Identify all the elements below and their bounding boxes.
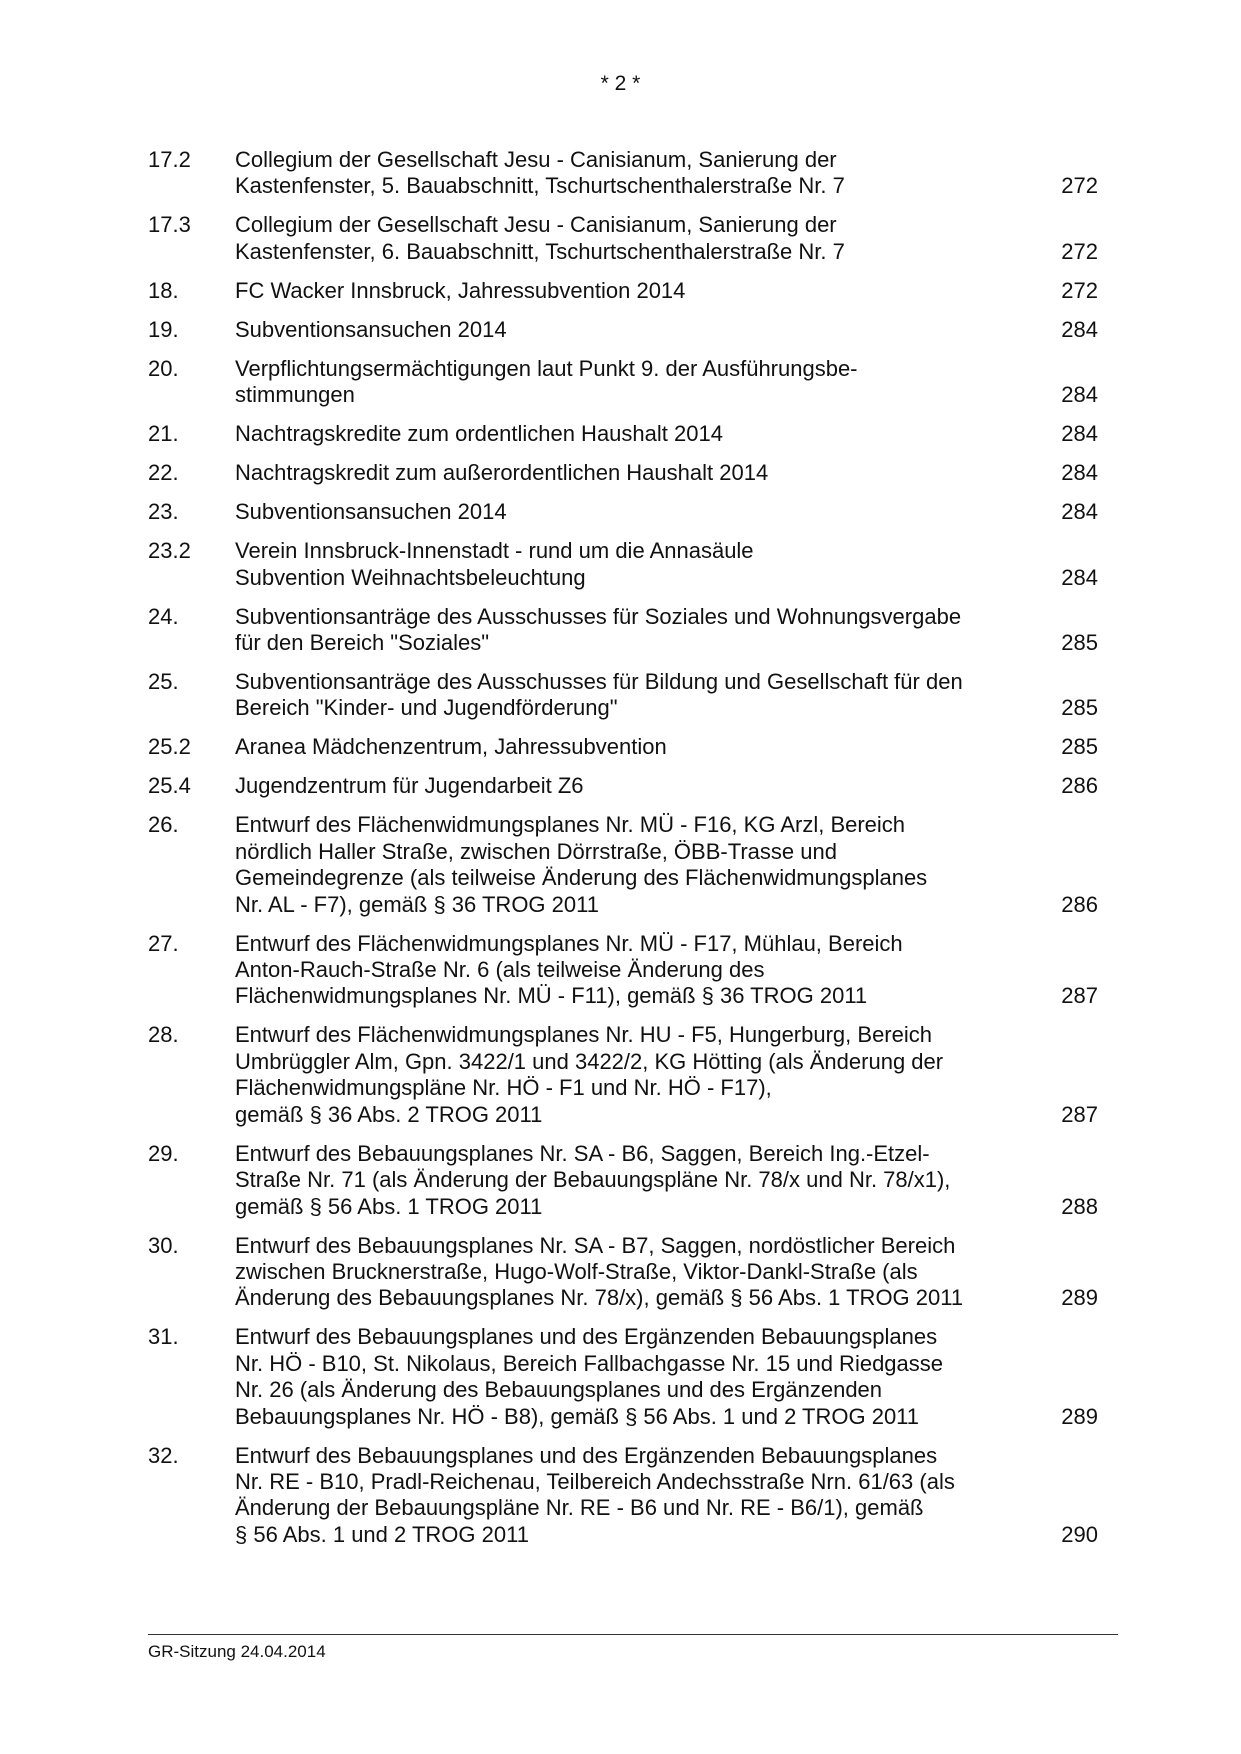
toc-entry-number: 26. [148,812,179,838]
toc-entry [148,931,1098,1010]
toc-entry [148,812,1098,918]
toc-entry-number: 22. [148,460,179,486]
toc-entry-title-line: Jugendzentrum für Jugendarbeit Z6 [235,773,584,799]
toc-entry-title-line: Nr. HÖ - B10, St. Nikolaus, Bereich Fallbachgasse Nr. 15 und Riedgasse [235,1350,944,1376]
toc-entry-title [235,1233,1038,1312]
toc-entry [148,1141,1098,1220]
toc-entry-page: 287 [1061,983,1098,1009]
toc-entry-page: 285 [1061,630,1098,656]
toc-entry-title-line: Änderung der Bebauungspläne Nr. RE - B6 und Nr. RE - B6/1), gemäß [235,1495,924,1521]
toc-entry-title-line: Collegium der Gesellschaft Jesu - Canisianum, Sanierung der [235,147,837,172]
toc-entry-title-line: Entwurf des Bebauungsplanes Nr. SA - B7, Saggen, nordöstlicher Bereich [235,1232,956,1258]
toc-entry [148,212,1098,265]
toc-entry-title [235,278,1038,304]
toc-entry-page: 272 [1061,173,1098,199]
toc-entry-number: 19. [148,316,179,342]
table-of-contents [148,147,1098,1561]
toc-entry-title [235,1141,1038,1220]
footer-session-date: GR-Sitzung 24.04.2014 [148,1642,326,1661]
toc-entry-title-line: nördlich Haller Straße, zwischen Dörrstraße, ÖBB-Trasse und [235,838,837,864]
toc-entry-page: 284 [1061,499,1098,525]
toc-entry-title [235,669,1038,722]
toc-entry [148,460,1098,486]
toc-entry [148,147,1098,200]
toc-entry-title-line: Bereich "Kinder- und Jugendförderung" [235,695,618,721]
toc-entry-number: 21. [148,421,179,447]
toc-entry [148,1022,1098,1128]
toc-entry-title [235,356,1038,409]
toc-entry-page: 285 [1061,734,1098,760]
toc-entry-title-line: Nachtragskredite zum ordentlichen Haushalt 2014 [235,421,723,447]
toc-entry-page: 284 [1061,421,1098,447]
toc-entry-title-line: gemäß § 36 Abs. 2 TROG 2011 [235,1101,543,1127]
toc-entry-title [235,1443,1038,1549]
toc-entry-page: 284 [1061,564,1098,590]
toc-entry [148,317,1098,343]
toc-entry-page: 284 [1061,382,1098,408]
toc-entry-title [235,212,1038,265]
toc-entry-title-line: Entwurf des Bebauungsplanes und des Ergänzenden Bebauungsplanes [235,1324,938,1350]
toc-entry-page: 289 [1061,1403,1098,1429]
toc-entry [148,278,1098,304]
toc-entry-title-line: Straße Nr. 71 (als Änderung der Bebauungspläne Nr. 78/x und Nr. 78/x1), [235,1167,951,1193]
toc-entry [148,1233,1098,1312]
toc-entry-title-line: Änderung des Bebauungsplanes Nr. 78/x), gemäß § 56 Abs. 1 TROG 2011 [235,1285,964,1311]
toc-entry-number: 17.3 [148,212,191,238]
toc-entry-number: 31. [148,1324,179,1350]
toc-entry-title-line: Subvention Weihnachtsbeleuchtung [235,564,586,590]
toc-entry-title [235,421,1038,447]
toc-entry-number: 20. [148,355,179,381]
toc-entry-title [235,773,1038,799]
toc-entry [148,669,1098,722]
toc-entry-title [235,499,1038,525]
page-number: * 2 * [600,72,641,95]
footer-divider [148,1634,1118,1635]
toc-entry-title-line: § 56 Abs. 1 und 2 TROG 2011 [235,1521,529,1547]
toc-entry-title-line: Flächenwidmungspläne Nr. HÖ - F1 und Nr. HÖ - F17), [235,1075,772,1101]
toc-entry-title [235,604,1038,657]
toc-entry-title-line: Subventionsanträge des Ausschusses für Soziales und Wohnungsvergabe [235,603,962,629]
toc-entry-page: 284 [1061,460,1098,486]
toc-entry-page: 289 [1061,1285,1098,1311]
toc-entry-title-line: Kastenfenster, 5. Bauabschnitt, Tschurtschenthalerstraße Nr. 7 [235,173,845,199]
toc-entry-title [235,734,1038,760]
toc-entry-title-line: FC Wacker Innsbruck, Jahressubvention 2014 [235,277,686,303]
toc-entry-title-line: Entwurf des Flächenwidmungsplanes Nr. MÜ - F17, Mühlau, Bereich [235,930,903,956]
toc-entry-title-line: Bebauungsplanes Nr. HÖ - B8), gemäß § 56 Abs. 1 und 2 TROG 2011 [235,1403,920,1429]
toc-entry-number: 24. [148,603,179,629]
toc-entry [148,499,1098,525]
toc-entry-title-line: für den Bereich "Soziales" [235,630,490,656]
toc-entry-page: 284 [1061,316,1098,342]
toc-entry-title-line: Kastenfenster, 6. Bauabschnitt, Tschurtschenthalerstraße Nr. 7 [235,238,845,264]
toc-entry-number: 32. [148,1442,179,1468]
toc-entry-number: 17.2 [148,147,191,172]
toc-entry-title-line: Subventionsanträge des Ausschusses für Bildung und Gesellschaft für den [235,669,963,695]
toc-entry [148,538,1098,591]
toc-entry-title-line: Aranea Mädchenzentrum, Jahressubvention [235,734,667,760]
toc-entry-title-line: Umbrüggler Alm, Gpn. 3422/1 und 3422/2, KG Hötting (als Änderung der [235,1048,944,1074]
toc-entry-page: 290 [1061,1521,1098,1547]
toc-entry-title [235,812,1038,918]
toc-entry [148,421,1098,447]
toc-entry-title-line: Nachtragskredit zum außerordentlichen Haushalt 2014 [235,460,769,486]
toc-entry-title-line: Verpflichtungsermächtigungen laut Punkt 9. der Ausführungsbe- [235,355,858,381]
toc-entry-title-line: Entwurf des Bebauungsplanes und des Ergänzenden Bebauungsplanes [235,1442,938,1468]
toc-entry-title-line: Flächenwidmungsplanes Nr. MÜ - F11), gemäß § 36 TROG 2011 [235,983,868,1009]
toc-entry-title [235,1324,1038,1430]
toc-entry-page: 285 [1061,695,1098,721]
toc-entry-title [235,931,1038,1010]
toc-entry-title-line: Entwurf des Flächenwidmungsplanes Nr. HU - F5, Hungerburg, Bereich [235,1022,932,1048]
toc-entry-title [235,147,1038,200]
toc-entry-title-line: Anton-Rauch-Straße Nr. 6 (als teilweise Änderung des [235,957,765,983]
toc-entry-title-line: zwischen Brucknerstraße, Hugo-Wolf-Straße, Viktor-Dankl-Straße (als [235,1258,918,1284]
toc-entry-number: 18. [148,277,179,303]
toc-entry-title-line: Nr. 26 (als Änderung des Bebauungsplanes und des Ergänzenden [235,1377,883,1403]
toc-entry [148,1324,1098,1430]
toc-entry-title [235,538,1038,591]
toc-entry-number: 25. [148,669,179,695]
toc-entry-page: 287 [1061,1101,1098,1127]
toc-entry [148,1443,1098,1549]
toc-entry-number: 23.2 [148,538,191,564]
toc-entry-title-line: Subventionsansuchen 2014 [235,499,507,525]
toc-entry-title-line: Collegium der Gesellschaft Jesu - Canisianum, Sanierung der [235,212,837,238]
toc-entry-title-line: Entwurf des Bebauungsplanes Nr. SA - B6, Saggen, Bereich Ing.-Etzel- [235,1140,930,1166]
toc-entry [148,604,1098,657]
toc-entry-title-line: gemäß § 56 Abs. 1 TROG 2011 [235,1193,543,1219]
toc-entry-title-line: Nr. AL - F7), gemäß § 36 TROG 2011 [235,891,599,917]
toc-entry-number: 25.4 [148,773,191,799]
toc-entry-number: 23. [148,499,179,525]
toc-entry-title-line: Entwurf des Flächenwidmungsplanes Nr. MÜ - F16, KG Arzl, Bereich [235,812,906,838]
toc-entry-page: 286 [1061,891,1098,917]
toc-entry-title [235,460,1038,486]
toc-entry [148,773,1098,799]
toc-entry-title-line: Verein Innsbruck-Innenstadt - rund um die Annasäule [235,538,754,564]
toc-entry-title-line: Subventionsansuchen 2014 [235,316,507,342]
toc-entry [148,734,1098,760]
toc-entry-number: 27. [148,930,179,956]
toc-entry-title-line: Nr. RE - B10, Pradl-Reichenau, Teilbereich Andechsstraße Nrn. 61/63 (als [235,1468,955,1494]
toc-entry-title-line: stimmungen [235,382,355,408]
toc-entry-title [235,1022,1038,1128]
toc-entry-number: 25.2 [148,734,191,760]
toc-entry-title-line: Gemeindegrenze (als teilweise Änderung des Flächenwidmungsplanes [235,865,928,891]
toc-entry-page: 272 [1061,238,1098,264]
toc-entry [148,356,1098,409]
toc-entry-page: 286 [1061,773,1098,799]
toc-entry-number: 30. [148,1232,179,1258]
toc-entry-page: 288 [1061,1193,1098,1219]
toc-entry-number: 29. [148,1140,179,1166]
toc-entry-title [235,317,1038,343]
toc-entry-page: 272 [1061,277,1098,303]
toc-entry-number: 28. [148,1022,179,1048]
